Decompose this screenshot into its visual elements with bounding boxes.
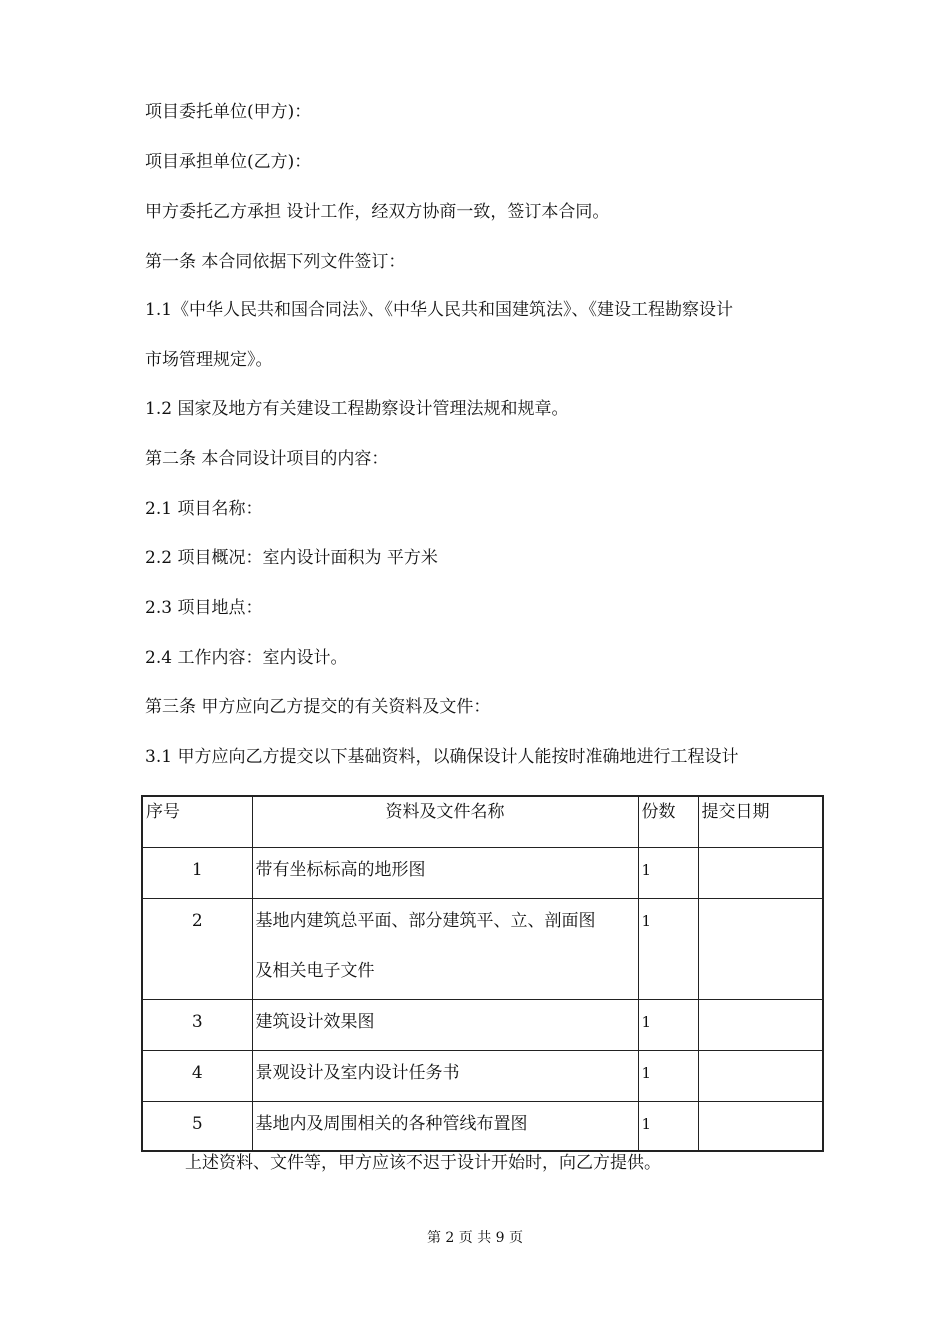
- row-no: 1: [191, 859, 203, 880]
- table-row: [142, 898, 823, 999]
- row-copies: 1: [641, 911, 652, 930]
- row-copies: 1: [641, 860, 652, 879]
- submission-note: 上述资料、文件等，甲方应该不迟于设计开始时，向乙方提供。: [185, 1153, 661, 1173]
- row-copies: 1: [641, 1063, 652, 1082]
- table-header-row: [142, 796, 823, 847]
- clause-2-1: 2.1 项目名称：: [145, 499, 263, 519]
- clause-2-4: 2.4 工作内容：室内设计。: [145, 648, 348, 668]
- clause-1-2: 1.2 国家及地方有关建设工程勘察设计管理法规和规章。: [145, 399, 569, 419]
- commission-statement: 甲方委托乙方承担 设计工作，经双方协商一致，签订本合同。: [145, 202, 610, 222]
- article-2-heading: 第二条 本合同设计项目的内容：: [145, 449, 389, 469]
- article-1-heading: 第一条 本合同依据下列文件签订：: [145, 252, 406, 272]
- clause-1-1-line2: 市场管理规定》。: [145, 350, 273, 370]
- row-name: 建筑设计效果图: [255, 1011, 375, 1032]
- table-row: [142, 1101, 823, 1151]
- table-row: [142, 1050, 823, 1101]
- header-date: 提交日期: [701, 802, 770, 822]
- article-3-heading: 第三条 甲方应向乙方提交的有关资料及文件：: [145, 697, 491, 717]
- client-party-line: 项目委托单位(甲方)：: [145, 102, 312, 122]
- clause-3-1: 3.1 甲方应向乙方提交以下基础资料，以确保设计人能按时准确地进行工程设计: [145, 747, 739, 767]
- header-copies: 份数: [641, 802, 676, 822]
- row-date: [699, 1000, 823, 1003]
- row-date: [699, 1102, 823, 1105]
- row-date: [699, 899, 823, 902]
- materials-table: [141, 795, 824, 1152]
- row-no: 5: [191, 1113, 203, 1134]
- contractor-party-line: 项目承担单位(乙方)：: [145, 152, 312, 172]
- row-no: 3: [191, 1011, 203, 1032]
- header-name: 资料及文件名称: [385, 802, 505, 822]
- page-footer: 第 2 页 共 9 页: [426, 1230, 524, 1246]
- row-date: [699, 848, 823, 851]
- row-name-continued: 及相关电子文件: [255, 960, 375, 981]
- table-row: [142, 999, 823, 1050]
- header-cell: [638, 796, 698, 847]
- row-name: 基地内建筑总平面、部分建筑平、立、剖面图: [255, 910, 596, 931]
- row-date: [699, 1051, 823, 1054]
- header-cell: [142, 796, 252, 847]
- table-row: [142, 847, 823, 898]
- header-cell: [698, 796, 823, 847]
- row-no: 4: [191, 1062, 203, 1083]
- header-cell: [252, 796, 638, 847]
- row-name: 带有坐标标高的地形图: [255, 859, 426, 880]
- row-copies: 1: [641, 1114, 652, 1133]
- clause-1-1-line1: 1.1《中华人民共和国合同法》、《中华人民共和国建筑法》、《建设工程勘察设计: [145, 300, 734, 320]
- row-copies: 1: [641, 1012, 652, 1031]
- row-no: 2: [191, 910, 203, 931]
- clause-2-3: 2.3 项目地点：: [145, 598, 263, 618]
- row-name: 基地内及周围相关的各种管线布置图: [255, 1113, 528, 1134]
- row-name: 景观设计及室内设计任务书: [255, 1062, 460, 1083]
- row-name-wrap: [253, 899, 638, 983]
- header-no: 序号: [146, 802, 180, 822]
- clause-2-2: 2.2 项目概况：室内设计面积为 平方米: [145, 548, 438, 568]
